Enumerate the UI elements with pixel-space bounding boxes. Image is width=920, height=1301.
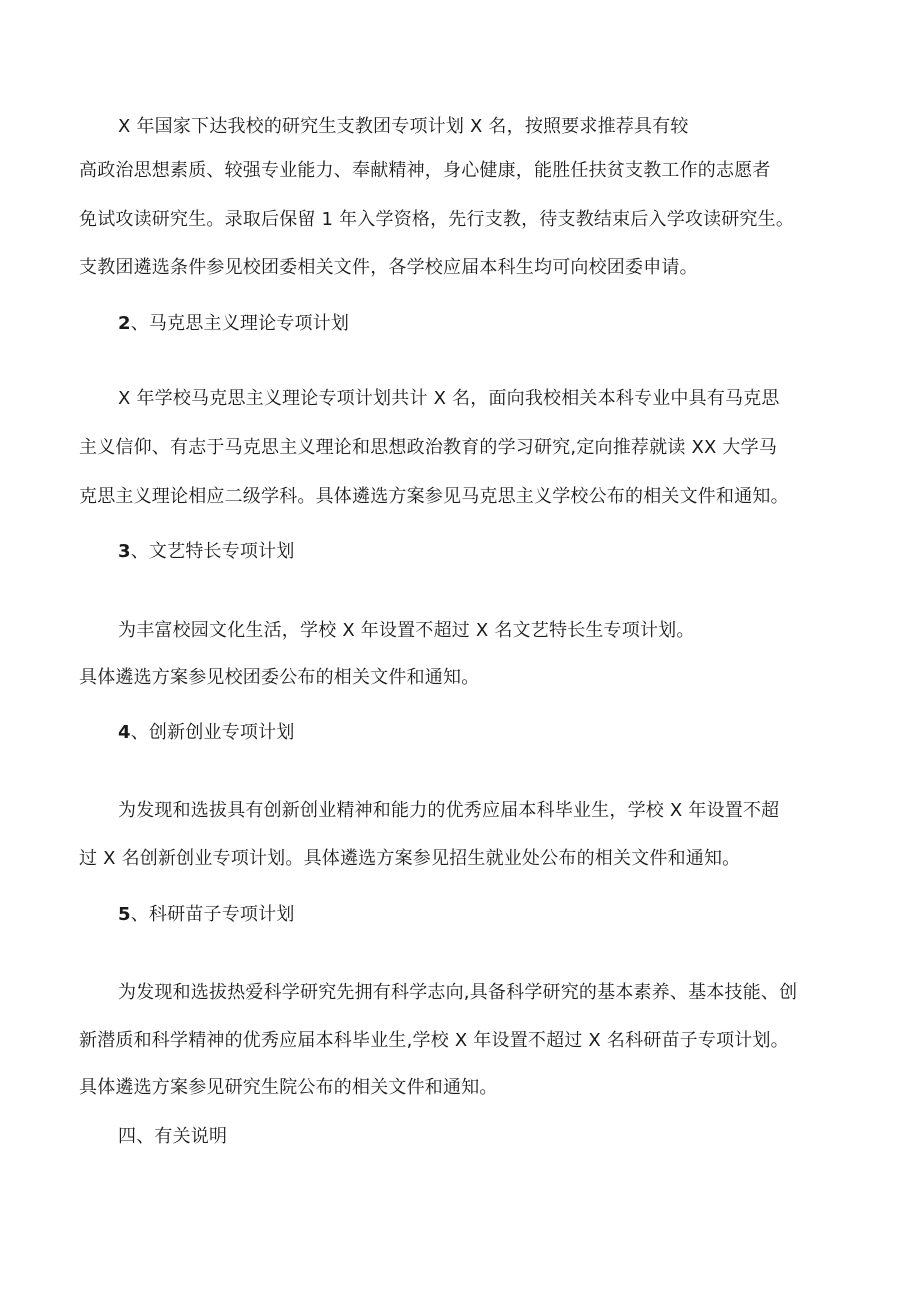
- paragraph-line: X 年学校马克思主义理论专项计划共计 X 名，面向我校相关本科专业中具有马克思: [118, 388, 780, 409]
- paragraph-line: X 年国家下达我校的研究生支教团专项计划 X 名，按照要求推荐具有较: [118, 116, 689, 137]
- paragraph-line: 具体遴选方案参见校团委公布的相关文件和通知。: [79, 667, 480, 688]
- paragraph-line: 主义信仰、有志于马克思主义理论和思想政治教育的学习研究,定向推荐就读 XX 大学马: [79, 437, 778, 458]
- paragraph-line: 免试攻读研究生。录取后保留 1 年入学资格，先行支教，待支教结束后入学攻读研究生。: [79, 209, 795, 230]
- paragraph-line: 具体遴选方案参见研究生院公布的相关文件和通知。: [79, 1077, 498, 1098]
- heading-title: 、创新创业专项计划: [130, 722, 295, 743]
- section-heading-marxism: [118, 313, 349, 335]
- heading-number: 3: [118, 541, 131, 562]
- section-heading-notes: 四、有关说明: [118, 1126, 228, 1147]
- heading-title: 、马克思主义理论专项计划: [130, 313, 350, 334]
- paragraph-line: 支教团遴选条件参见校团委相关文件，各学校应届本科生均可向校团委申请。: [79, 257, 698, 278]
- heading-number: 2: [118, 313, 131, 334]
- section-heading-research: [118, 904, 295, 926]
- paragraph-line: 为发现和选拔具有创新创业精神和能力的优秀应届本科毕业生，学校 X 年设置不超: [118, 800, 780, 821]
- heading-title: 、科研苗子专项计划: [130, 904, 295, 925]
- paragraph-line: 高政治思想素质、较强专业能力、奉献精神，身心健康，能胜任扶贫支教工作的志愿者: [79, 160, 771, 181]
- heading-title: 、文艺特长专项计划: [130, 541, 295, 562]
- paragraph-line: 为发现和选拔热爱科学研究先拥有科学志向,具备科学研究的基本素养、基本技能、创: [118, 982, 798, 1003]
- paragraph-line: 克思主义理论相应二级学科。具体遴选方案参见马克思主义学校公布的相关文件和通知。: [79, 486, 789, 507]
- paragraph-line: 新潜质和科学精神的优秀应届本科毕业生,学校 X 年设置不超过 X 名科研苗子专项计划。: [79, 1030, 789, 1051]
- heading-number: 4: [118, 722, 131, 743]
- paragraph-line: 过 X 名创新创业专项计划。具体遴选方案参见招生就业处公布的相关文件和通知。: [79, 848, 741, 869]
- paragraph-line: 为丰富校园文化生活，学校 X 年设置不超过 X 名文艺特长生专项计划。: [118, 620, 695, 641]
- section-heading-arts: [118, 541, 295, 563]
- heading-number: 5: [118, 904, 131, 925]
- section-heading-innovation: [118, 722, 295, 744]
